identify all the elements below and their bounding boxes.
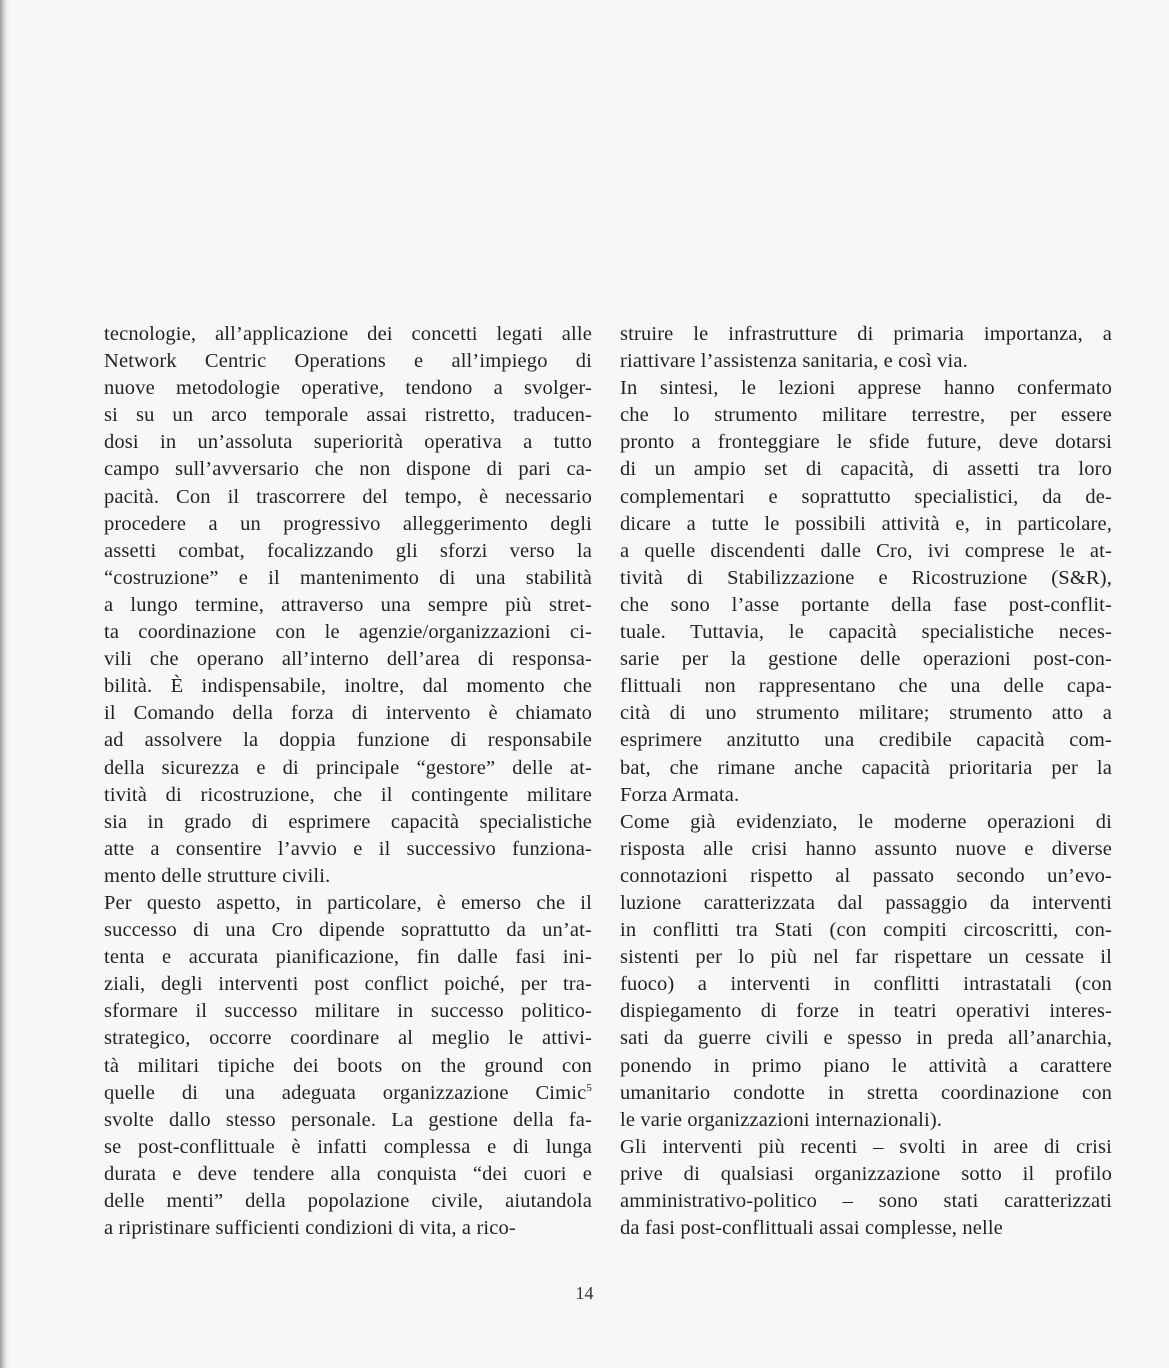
- text-line: tenta e accurata pianificazione, fin dalle fasi ini-: [104, 946, 592, 969]
- text-line: sia in grado di esprimere capacità specialistiche: [104, 810, 592, 833]
- text-line: sati da guerre civili e spesso in preda all’anarchia,: [620, 1027, 1112, 1050]
- text-line: che sono l’asse portante della fase post-conflit-: [620, 593, 1112, 616]
- text-line: “costruzione” e il mantenimento di una stabilità: [104, 566, 592, 589]
- text-line: tività di Stabilizzazione e Ricostruzione (S&R),: [620, 566, 1112, 589]
- text-line: procedere a un progressivo alleggerimento degli: [104, 512, 592, 535]
- text-line: flittuali non rappresentano che una delle capa-: [620, 675, 1112, 698]
- text-line: connotazioni rispetto al passato secondo un’evo-: [620, 864, 1112, 887]
- right-paragraph-1: [620, 321, 1112, 375]
- text-line: ziali, degli interventi post conflict poiché, per tra-: [104, 973, 592, 996]
- text-line: il Comando della forza di intervento è chiamato: [104, 702, 592, 725]
- text-line: assetti combat, focalizzando gli sforzi verso la: [104, 539, 592, 562]
- text-line: tività di ricostruzione, che il contingente militare: [104, 783, 592, 806]
- text-line: quelle di una adeguata organizzazione Cimic$^5$: [104, 1081, 592, 1104]
- text-line: a lungo termine, attraverso una sempre più stret-: [104, 593, 592, 616]
- text-line: Network Centric Operations e all’impiego di: [104, 350, 592, 373]
- text-line: strategico, occorre coordinare al meglio le attivi-: [104, 1027, 592, 1050]
- text-line: atte a consentire l’avvio e il successivo funziona-: [104, 837, 592, 860]
- text-line: tecnologie, all’applicazione dei concetti legati alle: [104, 323, 592, 345]
- text-line: cità di uno strumento militare; strumento atto a: [620, 702, 1112, 725]
- text-line: ponendo in primo piano le attività a carattere: [620, 1054, 1112, 1077]
- text-line: delle menti” della popolazione civile, aiutandola: [104, 1190, 592, 1212]
- text-line: complementari e soprattutto specialistici, da de-: [620, 485, 1112, 508]
- left-text-column: [104, 321, 592, 1242]
- text-line: Gli interventi più recenti – svolti in aree di crisi: [620, 1135, 1112, 1158]
- text-line: struire le infrastrutture di primaria importanza, a: [620, 323, 1112, 345]
- text-line: tà militari tipiche dei boots on the ground con: [104, 1054, 592, 1077]
- text-line: Per questo aspetto, in particolare, è emerso che il: [104, 891, 592, 914]
- left-paragraph-1: [104, 321, 592, 890]
- text-line: sistenti per lo più nel far rispettare un cessate il: [620, 946, 1112, 969]
- text-line: umanitario condotte in stretta coordinazione con: [620, 1081, 1112, 1104]
- text-line: fuoco) a interventi in conflitti intrastatali (con: [620, 973, 1112, 996]
- text-line: successo di una Cro dipende soprattutto da un’at-: [104, 919, 592, 942]
- text-line: Forza Armata.: [620, 783, 740, 806]
- book-spine-shadow: [0, 0, 10, 1368]
- text-line: ad assolvere la doppia funzione di responsabile: [104, 729, 592, 752]
- text-line: In sintesi, le lezioni apprese hanno confermato: [620, 377, 1112, 400]
- text-line: risposta alle crisi hanno assunto nuove e diverse: [620, 837, 1112, 860]
- text-line: prive di qualsiasi organizzazione sotto il profilo: [620, 1162, 1112, 1185]
- text-line: ta coordinazione con le agenzie/organizzazioni ci-: [104, 621, 592, 644]
- text-line: dicare a tutte le possibili attività e, in particolare,: [620, 512, 1112, 535]
- text-line: sarie per la gestione delle operazioni post-con-: [620, 648, 1112, 671]
- text-line: che lo strumento militare terrestre, per essere: [620, 404, 1112, 427]
- text-line: nuove metodologie operative, tendono a svolger-: [104, 377, 592, 400]
- left-paragraph-2: [104, 890, 592, 1242]
- text-line: di un ampio set di capacità, di assetti tra loro: [620, 458, 1112, 481]
- text-line: amministrativo-politico – sono stati caratterizzati: [620, 1190, 1112, 1212]
- text-line: bat, che rimane anche capacità prioritaria per la: [620, 756, 1112, 779]
- text-line: dispiegamento di forze in teatri operativi interes-: [620, 1000, 1112, 1023]
- text-line: dosi in un’assoluta superiorità operativa a tutto: [104, 431, 592, 454]
- text-line: campo sull’avversario che non dispone di pari ca-: [104, 458, 592, 481]
- text-line: della sicurezza e di principale “gestore” delle at-: [104, 756, 592, 779]
- right-paragraph-3: [620, 809, 1112, 1134]
- right-text-column: [620, 321, 1112, 1242]
- text-line: le varie organizzazioni internazionali).: [620, 1108, 943, 1131]
- text-line: a ripristinare sufficienti condizioni di vita, a rico-: [104, 1217, 516, 1240]
- text-line: bilità. È indispensabile, inoltre, dal momento che: [104, 675, 592, 698]
- text-line: vili che operano all’interno dell’area di responsa-: [104, 648, 592, 671]
- text-line: se post-conflittuale è infatti complessa e di lunga: [104, 1135, 592, 1158]
- text-line: pronto a fronteggiare le sfide future, deve dotarsi: [620, 431, 1112, 454]
- footnote-marker: 5: [586, 1081, 592, 1094]
- text-line: esprimere anzitutto una credibile capacità com-: [620, 729, 1112, 752]
- text-line: a quelle discendenti dalle Cro, ivi comprese le at-: [620, 539, 1112, 562]
- text-line: da fasi post-conflittuali assai complesse, nelle: [620, 1217, 1003, 1240]
- text-line: durata e deve tendere alla conquista “dei cuori e: [104, 1162, 592, 1185]
- text-line: pacità. Con il trascorrere del tempo, è necessario: [104, 485, 592, 508]
- right-paragraph-2: [620, 375, 1112, 809]
- text-line: svolte dallo stesso personale. La gestione della fa-: [104, 1108, 592, 1131]
- text-line: tuale. Tuttavia, le capacità specialistiche neces-: [620, 621, 1112, 644]
- text-line: luzione caratterizzata dal passaggio da interventi: [620, 891, 1112, 914]
- text-line: si su un arco temporale assai ristretto, traducen-: [104, 404, 592, 427]
- right-paragraph-4: [620, 1134, 1112, 1242]
- text-line: Come già evidenziato, le moderne operazioni di: [620, 810, 1112, 833]
- page-number: 14: [575, 1283, 594, 1303]
- text-line: sformare il successo militare in successo politico-: [104, 1000, 592, 1023]
- text-line: mento delle strutture civili.: [104, 864, 331, 887]
- text-line: riattivare l’assistenza sanitaria, e così via.: [620, 350, 968, 373]
- text-line: in conflitti tra Stati (con compiti circoscritti, con-: [620, 919, 1112, 942]
